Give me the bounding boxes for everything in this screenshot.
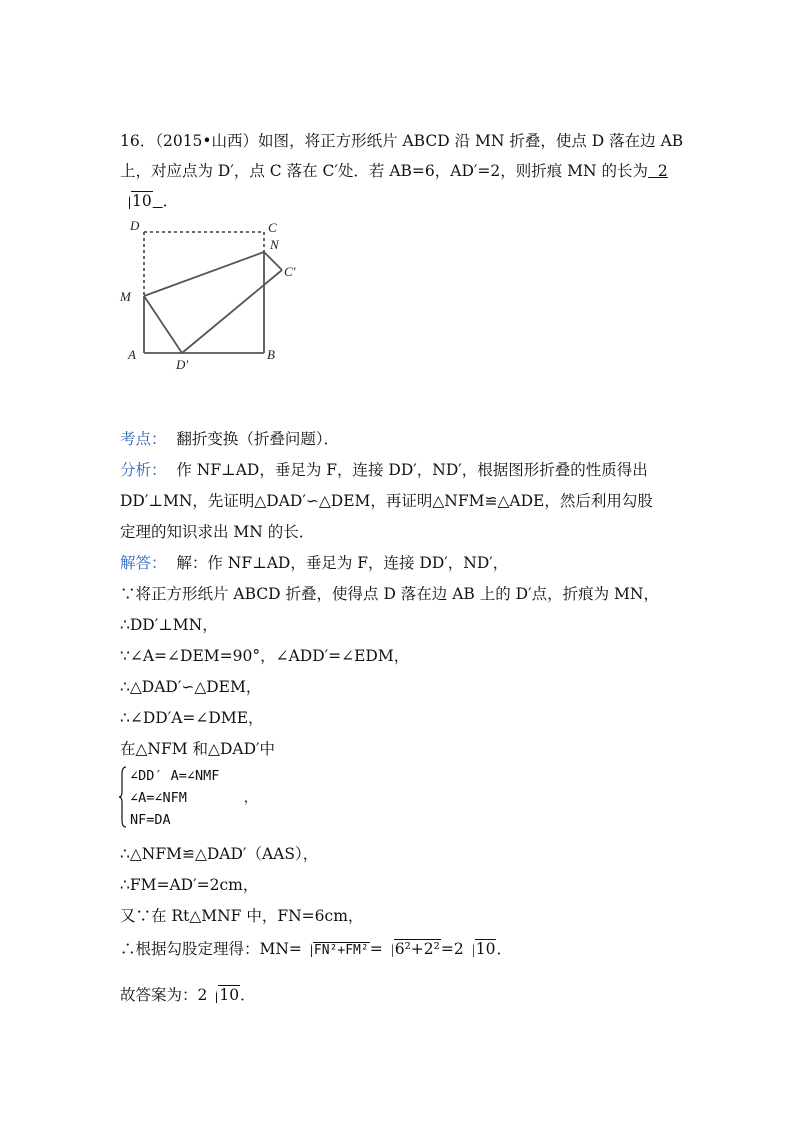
jieda-line-1: 解答： 解：作 NF⊥AD，垂足为 F，连接 DD′，ND′， bbox=[120, 554, 509, 572]
fenxi-tag: 分析： bbox=[120, 461, 167, 479]
answer-blank: 2 bbox=[657, 162, 668, 180]
system-eq-1: ∠DD′ A=∠NMF bbox=[130, 768, 220, 784]
kaodian-text: 翻折变换（折叠问题）． bbox=[176, 430, 340, 448]
kaodian-tag: 考点： bbox=[120, 430, 167, 448]
label-A: A bbox=[128, 347, 136, 362]
final-sqrt-10: 10 bbox=[207, 984, 240, 1006]
sqrt-10: 10 bbox=[464, 938, 497, 960]
fenxi-line-2: DD′⊥MN，先证明△DAD′∽△DEM，再证明△NFM≌△ADE，然后利用勾股 bbox=[120, 492, 653, 510]
sqrt-6-2: 6²+2² bbox=[383, 938, 441, 960]
label-D: D bbox=[130, 218, 140, 233]
edge-DpCp bbox=[182, 270, 282, 353]
question-line-3: 10 ． bbox=[120, 190, 178, 212]
label-B: B bbox=[267, 347, 275, 362]
system-brace bbox=[119, 766, 127, 828]
label-D-prime: D′ bbox=[176, 357, 189, 372]
label-C: C bbox=[268, 220, 277, 235]
label-M: M bbox=[120, 289, 131, 304]
jieda-tag: 解答： bbox=[120, 554, 167, 572]
question-line-1: 16．（2015•山西）如图，将正方形纸片 ABCD 沿 MN 折叠，使点 D 落在边 AB bbox=[120, 132, 684, 150]
jieda-line-9: ∴FM=AD′=2cm， bbox=[120, 876, 259, 894]
jieda-line-4: ∵∠A=∠DEM=90°，∠ADD′=∠EDM， bbox=[120, 647, 410, 665]
edge-MDp bbox=[144, 296, 182, 353]
system-eq-3: NF=DA bbox=[130, 812, 171, 828]
jieda-line-11: ∴根据勾股定理得：MN= FN²+FM²= 6²+2²=2 10． bbox=[120, 938, 512, 962]
jieda-line-8: ∴△NFM≌△DAD′（AAS）， bbox=[120, 845, 319, 863]
label-N: N bbox=[270, 237, 279, 252]
fold-MN bbox=[144, 252, 264, 296]
question-line-2-text: 上，对应点为 D′，点 C 落在 C′处．若 AB=6，AD′=2，则折痕 MN 的长为 bbox=[120, 162, 649, 180]
question-line-2 bbox=[120, 160, 668, 182]
final-answer: 故答案为：2 10． bbox=[120, 986, 256, 1004]
jieda-line-10: 又∵在 Rt△MNF 中，FN=6cm， bbox=[120, 907, 364, 925]
kaodian-line bbox=[120, 428, 339, 450]
edge-NCp bbox=[264, 252, 282, 270]
fenxi-line-3: 定理的知识求出 MN 的长． bbox=[120, 523, 315, 541]
jieda-line-7: 在△NFM 和△DAD′中 bbox=[120, 740, 276, 758]
answer-blank-cont: 10 bbox=[120, 192, 163, 210]
jieda-line-5: ∴△DAD′∽△DEM， bbox=[120, 678, 262, 696]
label-C-prime: C′ bbox=[284, 264, 296, 279]
fenxi-line-1: 分析： 作 NF⊥AD，垂足为 F，连接 DD′，ND′，根据图形折叠的性质得出 bbox=[120, 461, 648, 479]
jieda-line-2: ∵将正方形纸片 ABCD 折叠，使得点 D 落在边 AB 上的 D′点，折痕为 MN， bbox=[120, 585, 659, 603]
jieda-line-3: ∴DD′⊥MN， bbox=[120, 616, 218, 634]
system-eq-2: ∠A=∠NFM ， bbox=[130, 790, 258, 806]
jieda-line-6: ∴∠DD′A=∠DME， bbox=[120, 709, 264, 727]
sqrt-fn-fm: FN²+FM² bbox=[302, 938, 370, 962]
